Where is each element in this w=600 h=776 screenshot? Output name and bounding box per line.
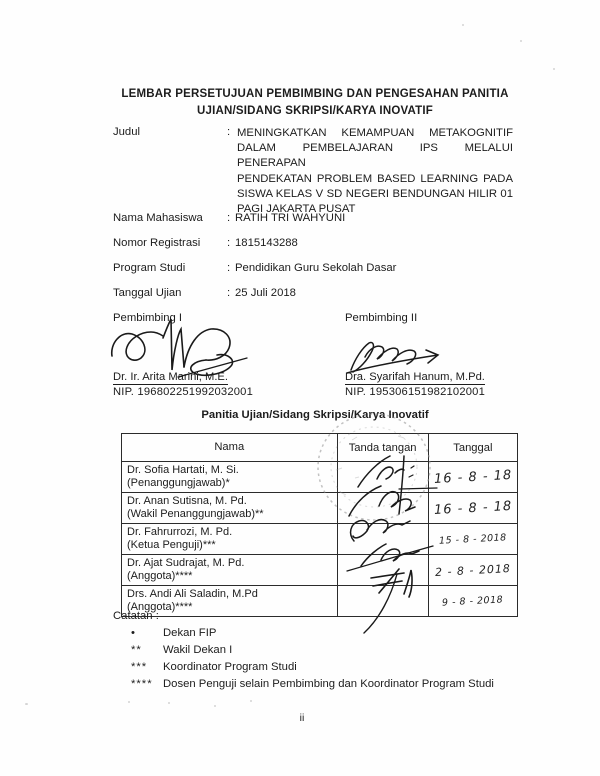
page-title-line2: UJIAN/SIDANG SKRIPSI/KARYA INOVATIF: [197, 105, 433, 117]
note-marker: ***: [131, 661, 148, 673]
signature-cell: [337, 462, 428, 493]
table-header-row: [122, 434, 518, 462]
member-role: (Anggota)****: [127, 570, 193, 582]
member-name: Drs. Andi Ali Saladin, M.Pd: [127, 588, 258, 600]
table-row: [122, 493, 518, 524]
judul-text: [237, 126, 513, 217]
advisor2-title: Pembimbing II: [345, 312, 418, 324]
field-label: Tanggal Ujian: [113, 287, 182, 299]
page-number: ii: [299, 712, 305, 724]
signature-cell: [337, 555, 428, 586]
field-colon: :: [227, 262, 231, 274]
member-role: (Anggota)****: [127, 601, 193, 613]
member-role: (Wakil Penanggungjawab)**: [127, 508, 264, 520]
advisor2-nip: NIP. 195306151982102001: [345, 386, 486, 398]
date-cell: [428, 555, 517, 586]
field-value: Pendidikan Guru Sekolah Dasar: [235, 262, 397, 274]
note-marker: **: [131, 644, 142, 656]
member-name: Dr. Anan Sutisna, M. Pd.: [127, 495, 247, 507]
table-row: [122, 462, 518, 493]
date-cell: [428, 586, 517, 617]
advisor1-nip: NIP. 196802251992032001: [113, 386, 254, 398]
handwritten-date: 16 - 8 - 18: [433, 498, 513, 518]
signature-cell: [337, 524, 428, 555]
signature-cell: [337, 586, 428, 617]
member-role: (Penanggungjawab)*: [127, 477, 230, 489]
advisor1-title: Pembimbing I: [113, 312, 183, 324]
note-text: Koordinator Program Studi: [163, 661, 297, 673]
column-header-nama: Nama: [122, 434, 338, 462]
judul-line: SISWA KELAS V SD NEGERI BENDUNGAN HILIR 01: [237, 187, 513, 200]
member-name-cell: [122, 524, 338, 555]
committee-table: [121, 433, 518, 617]
advisor2-name: Dra. Syarifah Hanum, M.Pd.: [345, 371, 485, 383]
date-cell: [428, 493, 517, 524]
note-marker: ****: [131, 678, 153, 690]
handwritten-date: 16 - 8 - 18: [433, 467, 513, 487]
signature-pembimbing-1: [112, 319, 247, 377]
field-colon: :: [227, 212, 231, 224]
date-cell: [428, 524, 517, 555]
column-header-tanggal: Tanggal: [428, 434, 517, 462]
handwritten-date: 2 - 8 - 2018: [434, 561, 512, 579]
field-colon: :: [227, 237, 231, 249]
note-text: Dekan FIP: [163, 627, 217, 639]
member-name: Dr. Fahrurrozi, M. Pd.: [127, 526, 233, 538]
member-name: Dr. Sofia Hartati, M. Si.: [127, 464, 239, 476]
field-label: Nama Mahasiswa: [113, 212, 203, 224]
judul-line: PENDEKATAN PROBLEM BASED LEARNING PADA: [237, 172, 513, 185]
member-name-cell: [122, 555, 338, 586]
page-title-line1: LEMBAR PERSETUJUAN PEMBIMBING DAN PENGESAHAN PANITIA: [121, 88, 509, 100]
column-header-tanda-tangan: Tanda tangan: [337, 434, 428, 462]
field-value: 1815143288: [235, 237, 298, 249]
note-text: Dosen Penguji selain Pembimbing dan Koordinator Program Studi: [163, 678, 494, 690]
signature-cell: [337, 493, 428, 524]
table-row: [122, 524, 518, 555]
judul-label: Judul: [113, 126, 141, 138]
judul-colon: :: [227, 126, 231, 138]
member-name: Dr. Ajat Sudrajat, M. Pd.: [127, 557, 245, 569]
table-row: [122, 586, 518, 617]
page-title: [60, 86, 570, 120]
table-row: [122, 555, 518, 586]
judul-line: MENINGKATKAN KEMAMPUAN METAKOGNITIF: [237, 127, 513, 139]
field-label: Nomor Registrasi: [113, 237, 201, 249]
judul-line: DALAM PEMBELAJARAN IPS MELALUI PENERAPAN: [237, 142, 513, 170]
member-name-cell: [122, 493, 338, 524]
judul-line: PAGI JAKARTA PUSAT: [237, 203, 356, 216]
signature-pembimbing-2: [347, 342, 438, 373]
note-text: Wakil Dekan I: [163, 644, 233, 656]
handwritten-date: 9 - 8 - 2018: [442, 594, 504, 609]
member-name-cell: [122, 462, 338, 493]
field-value: 25 Juli 2018: [235, 287, 296, 299]
advisor1-name: Dr. Ir. Arita Marini, M.E.: [113, 371, 229, 383]
handwritten-date: 15 - 8 - 2018: [438, 532, 507, 547]
committee-title: Panitia Ujian/Sidang Skripsi/Karya Inovatif: [201, 409, 429, 421]
date-cell: [428, 462, 517, 493]
note-marker: •: [131, 627, 136, 639]
field-colon: :: [227, 287, 231, 299]
member-role: (Ketua Penguji)***: [127, 539, 216, 551]
field-label: Program Studi: [113, 262, 186, 274]
notes-title: Catatan :: [113, 610, 159, 622]
field-value: RATIH TRI WAHYUNI: [235, 212, 346, 224]
